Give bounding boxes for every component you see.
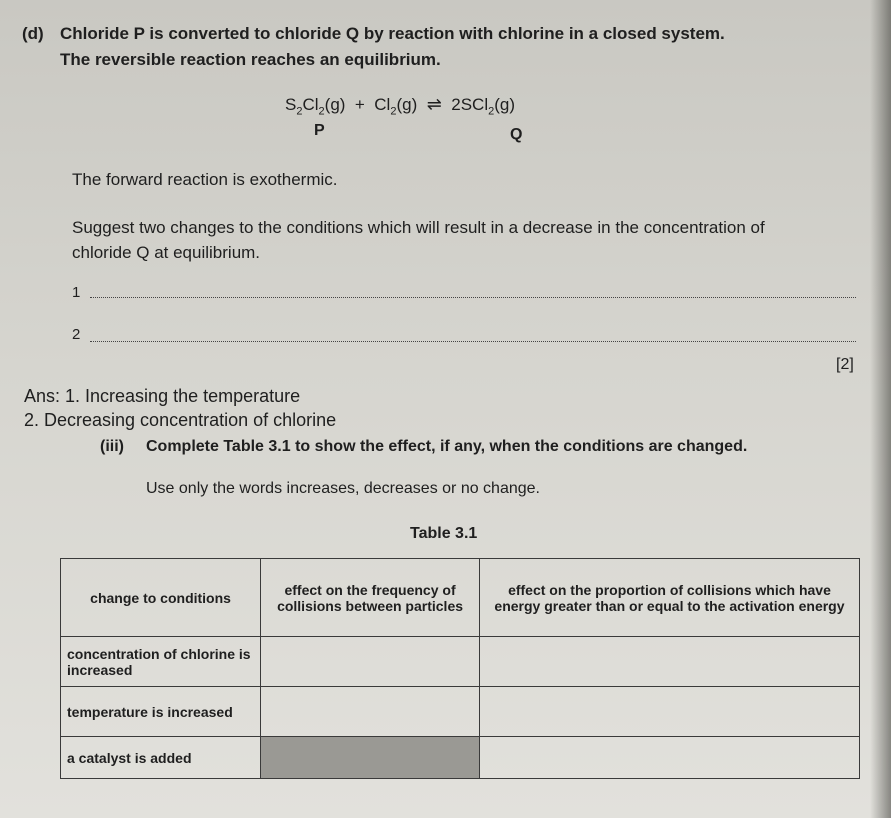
- reactant2-sub: 2: [390, 105, 397, 118]
- answer-line-number-2: 2: [72, 326, 81, 343]
- equilibrium-arrow-icon: ⇌: [426, 94, 442, 114]
- part-iii-instruction: Complete Table 3.1 to show the effect, if any, when the conditions are changed.: [146, 438, 748, 455]
- reactant2-state: (g): [396, 95, 418, 114]
- page-edge-shadow: [870, 0, 891, 818]
- suggest-prompt-line2: chloride Q at equilibrium.: [72, 243, 261, 262]
- answer-line-2[interactable]: [90, 341, 856, 342]
- answer-cell-frequency[interactable]: [261, 687, 480, 737]
- reactant1-mid: Cl: [302, 95, 319, 114]
- suggest-prompt-line1: Suggest two changes to the conditions which will result in a decrease in the concentration of: [72, 218, 765, 237]
- header-frequency-of-collisions: effect on the frequency of collisions between particles: [261, 559, 480, 637]
- header-proportion-of-collisions: effect on the proportion of collisions which have energy greater than or equal to the activation energy: [479, 559, 859, 637]
- question-label: (d): [22, 24, 44, 43]
- answer-cell-frequency[interactable]: [261, 637, 480, 687]
- question-text-line1: Chloride P is converted to chloride Q by reaction with chlorine in a closed system.: [60, 24, 725, 43]
- reactant1-symbol: S: [285, 95, 297, 114]
- product-symbol: 2SCl: [451, 95, 489, 114]
- row-condition-label: temperature is increased: [61, 687, 261, 737]
- header-change-to-conditions: change to conditions: [61, 559, 261, 637]
- table-header-row: [61, 559, 860, 637]
- reactant2-symbol: Cl: [374, 95, 391, 114]
- conditions-table: [60, 558, 860, 779]
- shaded-cell: [261, 737, 480, 779]
- answer-text-2: 2. Decreasing concentration of chlorine: [24, 410, 337, 430]
- reactant1-state: (g): [324, 95, 346, 114]
- label-p: P: [314, 122, 325, 139]
- forward-reaction-statement: The forward reaction is exothermic.: [72, 170, 338, 189]
- label-q: Q: [510, 126, 523, 143]
- part-iii-label: (iii): [100, 438, 124, 455]
- marks-indicator: [2]: [836, 356, 854, 373]
- table-row: [61, 637, 860, 687]
- row-condition-label: concentration of chlorine is increased: [61, 637, 261, 687]
- product-sub: 2: [488, 105, 495, 118]
- plus-sign: +: [354, 95, 365, 114]
- reactant1-sub1: 2: [296, 105, 303, 118]
- answer-cell-proportion[interactable]: [479, 637, 859, 687]
- chemical-equation: [285, 94, 515, 117]
- answer-line-1[interactable]: [90, 297, 856, 298]
- answer-cell-proportion[interactable]: [479, 737, 859, 779]
- table-caption: Table 3.1: [410, 525, 478, 542]
- word-restriction-note: Use only the words increases, decreases or no change.: [146, 480, 540, 497]
- product-state: (g): [494, 95, 516, 114]
- row-condition-label: a catalyst is added: [61, 737, 261, 779]
- question-text-line2: The reversible reaction reaches an equilibrium.: [60, 50, 441, 69]
- answer-cell-proportion[interactable]: [479, 687, 859, 737]
- table-row: [61, 687, 860, 737]
- table-row: [61, 737, 860, 779]
- answer-text-1: Ans: 1. Increasing the temperature: [24, 386, 301, 406]
- reactant1-sub2: 2: [318, 105, 325, 118]
- answer-line-number-1: 1: [72, 284, 81, 301]
